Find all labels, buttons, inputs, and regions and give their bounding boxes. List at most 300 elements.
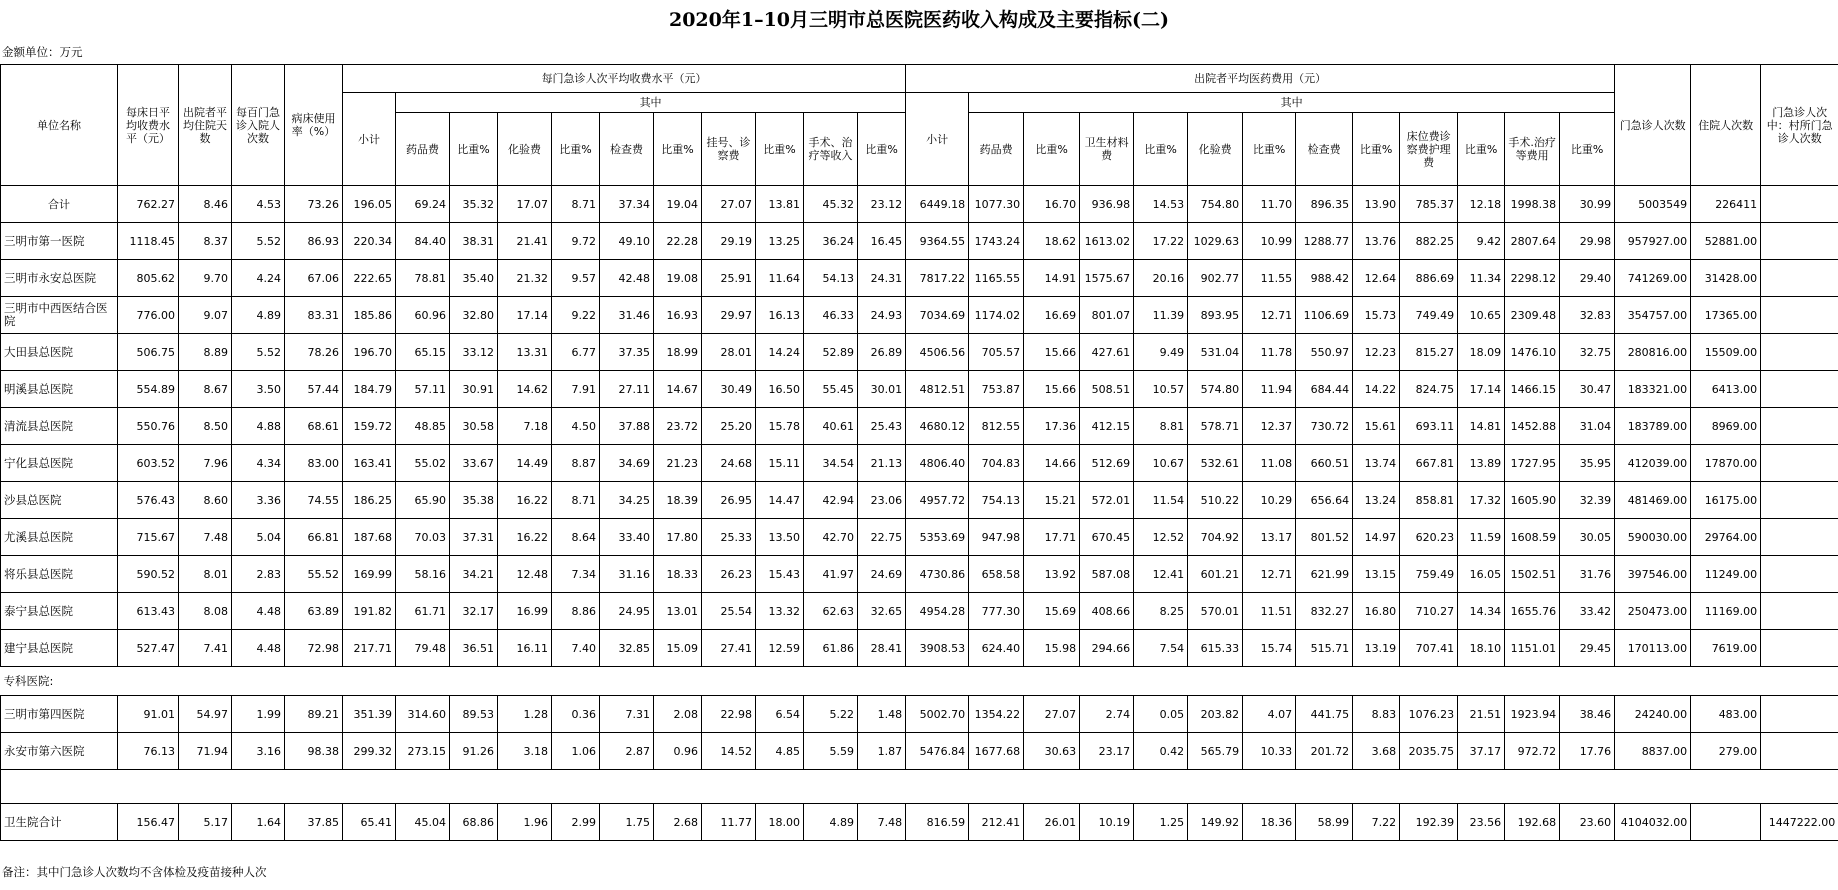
table-cell: 2035.75 <box>1400 733 1458 770</box>
table-cell: 38.31 <box>450 223 498 260</box>
table-cell: 730.72 <box>1296 408 1353 445</box>
table-cell: 1466.15 <box>1505 371 1560 408</box>
table-cell <box>1761 408 1838 445</box>
table-cell: 15.43 <box>756 556 804 593</box>
table-cell: 58.16 <box>396 556 450 593</box>
table-cell: 4.89 <box>804 804 858 841</box>
table-cell: 40.61 <box>804 408 858 445</box>
table-cell: 603.52 <box>118 445 179 482</box>
table-cell: 354757.00 <box>1615 297 1691 334</box>
table-cell: 89.53 <box>450 696 498 733</box>
table-cell: 2.08 <box>654 696 702 733</box>
table-cell: 26.89 <box>858 334 906 371</box>
table-cell: 7.40 <box>552 630 600 667</box>
table-cell: 7.18 <box>498 408 552 445</box>
table-cell: 16.22 <box>498 482 552 519</box>
table-cell: 6449.18 <box>906 186 969 223</box>
hdr-ip-exam: 检查费 <box>1296 113 1353 186</box>
table-cell: 32.85 <box>600 630 654 667</box>
table-cell: 805.62 <box>118 260 179 297</box>
table-cell: 6.77 <box>552 334 600 371</box>
table-cell: 11.64 <box>756 260 804 297</box>
table-cell: 10.99 <box>1243 223 1296 260</box>
table-cell: 9364.55 <box>906 223 969 260</box>
table-cell: 0.96 <box>654 733 702 770</box>
table-cell: 17.36 <box>1024 408 1080 445</box>
table-cell: 14.91 <box>1024 260 1080 297</box>
table-row <box>1 408 1838 445</box>
table-cell: 84.40 <box>396 223 450 260</box>
table-cell: 16175.00 <box>1691 482 1761 519</box>
hdr-ratio: 比重% <box>654 113 702 186</box>
table-cell: 8.50 <box>179 408 232 445</box>
table-cell: 754.13 <box>969 482 1024 519</box>
table-cell: 762.27 <box>118 186 179 223</box>
table-cell: 13.31 <box>498 334 552 371</box>
unit-name-cell: 泰宁县总医院 <box>1 593 118 630</box>
table-cell: 4680.12 <box>906 408 969 445</box>
unit-name-cell: 清流县总医院 <box>1 408 118 445</box>
table-cell: 896.35 <box>1296 186 1353 223</box>
table-cell: 4.53 <box>232 186 285 223</box>
hdr-ratio: 比重% <box>1560 113 1615 186</box>
table-cell: 4.24 <box>232 260 285 297</box>
table-cell <box>1761 519 1838 556</box>
table-cell <box>1761 733 1838 770</box>
table-cell: 19.04 <box>654 186 702 223</box>
table-cell: 48.85 <box>396 408 450 445</box>
table-cell: 13.90 <box>1353 186 1400 223</box>
table-cell: 31.16 <box>600 556 654 593</box>
table-cell: 1165.55 <box>969 260 1024 297</box>
table-cell: 4.50 <box>552 408 600 445</box>
table-cell: 24.95 <box>600 593 654 630</box>
table-cell: 3.50 <box>232 371 285 408</box>
table-cell: 16.13 <box>756 297 804 334</box>
table-cell: 10.65 <box>1458 297 1505 334</box>
table-cell: 832.27 <box>1296 593 1353 630</box>
table-cell: 21.51 <box>1458 696 1505 733</box>
hdr-ratio: 比重% <box>1243 113 1296 186</box>
table-cell: 1608.59 <box>1505 519 1560 556</box>
table-cell: 11.55 <box>1243 260 1296 297</box>
table-cell: 1452.88 <box>1505 408 1560 445</box>
table-cell: 1.28 <box>498 696 552 733</box>
table-cell: 12.64 <box>1353 260 1400 297</box>
unit-label: 金额单位：万元 <box>2 45 83 59</box>
table-cell: 66.81 <box>285 519 343 556</box>
table-row <box>1 556 1838 593</box>
table-cell: 294.66 <box>1080 630 1134 667</box>
table-cell: 4.48 <box>232 630 285 667</box>
table-cell: 24.93 <box>858 297 906 334</box>
table-cell: 2.99 <box>552 804 600 841</box>
table-cell: 660.51 <box>1296 445 1353 482</box>
table-cell: 68.61 <box>285 408 343 445</box>
table-cell: 408.66 <box>1080 593 1134 630</box>
table-cell: 23.72 <box>654 408 702 445</box>
table-cell: 684.44 <box>1296 371 1353 408</box>
table-cell: 60.96 <box>396 297 450 334</box>
table-cell: 972.72 <box>1505 733 1560 770</box>
table-cell: 11249.00 <box>1691 556 1761 593</box>
table-cell: 613.43 <box>118 593 179 630</box>
table-cell: 816.59 <box>906 804 969 841</box>
table-cell <box>1761 696 1838 733</box>
table-cell: 14.67 <box>654 371 702 408</box>
table-cell: 29764.00 <box>1691 519 1761 556</box>
table-cell: 8.46 <box>179 186 232 223</box>
table-cell: 1575.67 <box>1080 260 1134 297</box>
table-cell: 13.17 <box>1243 519 1296 556</box>
spacer-row <box>1 770 1838 804</box>
table-cell: 72.98 <box>285 630 343 667</box>
table-cell: 74.55 <box>285 482 343 519</box>
table-cell: 7.48 <box>858 804 906 841</box>
hdr-ratio: 比重% <box>1458 113 1505 186</box>
unit-name-cell: 尤溪县总医院 <box>1 519 118 556</box>
table-cell: 5476.84 <box>906 733 969 770</box>
table-cell: 5003549 <box>1615 186 1691 223</box>
table-cell: 10.67 <box>1134 445 1188 482</box>
table-cell: 7034.69 <box>906 297 969 334</box>
table-cell: 893.95 <box>1188 297 1243 334</box>
table-cell: 656.64 <box>1296 482 1353 519</box>
indicator-table <box>0 64 1838 841</box>
table-cell: 9.72 <box>552 223 600 260</box>
table-cell: 9.07 <box>179 297 232 334</box>
table-cell: 31.76 <box>1560 556 1615 593</box>
table-cell: 32.75 <box>1560 334 1615 371</box>
table-cell: 29.98 <box>1560 223 1615 260</box>
table-cell: 824.75 <box>1400 371 1458 408</box>
table-cell: 24.68 <box>702 445 756 482</box>
table-cell: 1613.02 <box>1080 223 1134 260</box>
table-cell: 17.07 <box>498 186 552 223</box>
table-cell: 49.10 <box>600 223 654 260</box>
table-cell: 156.47 <box>118 804 179 841</box>
table-cell <box>1761 482 1838 519</box>
table-cell: 314.60 <box>396 696 450 733</box>
table-cell: 4.89 <box>232 297 285 334</box>
table-cell: 4104032.00 <box>1615 804 1691 841</box>
table-cell <box>1761 445 1838 482</box>
table-cell: 68.86 <box>450 804 498 841</box>
table-cell: 693.11 <box>1400 408 1458 445</box>
table-cell: 280816.00 <box>1615 334 1691 371</box>
table-cell: 17.14 <box>498 297 552 334</box>
table-cell: 615.33 <box>1188 630 1243 667</box>
table-cell: 13.92 <box>1024 556 1080 593</box>
table-cell: 8.37 <box>179 223 232 260</box>
table-cell: 8.08 <box>179 593 232 630</box>
table-cell: 31.46 <box>600 297 654 334</box>
table-cell: 8.01 <box>179 556 232 593</box>
table-cell: 30.49 <box>702 371 756 408</box>
table-cell: 98.38 <box>285 733 343 770</box>
table-cell <box>1761 593 1838 630</box>
table-cell: 1655.76 <box>1505 593 1560 630</box>
table-cell: 12.71 <box>1243 556 1296 593</box>
table-cell: 169.99 <box>343 556 396 593</box>
table-cell: 54.97 <box>179 696 232 733</box>
hdr-ip-drug: 药品费 <box>969 113 1024 186</box>
table-cell: 512.69 <box>1080 445 1134 482</box>
table-cell: 25.33 <box>702 519 756 556</box>
hdr-op-lab: 化验费 <box>498 113 552 186</box>
hdr-op-surg: 手术、治疗等收入 <box>804 113 858 186</box>
table-cell <box>1761 297 1838 334</box>
table-cell: 65.90 <box>396 482 450 519</box>
table-cell: 587.08 <box>1080 556 1134 593</box>
table-cell: 25.43 <box>858 408 906 445</box>
table-cell: 565.79 <box>1188 733 1243 770</box>
table-cell: 35.32 <box>450 186 498 223</box>
unit-name-cell: 合计 <box>1 186 118 223</box>
table-cell: 5.17 <box>179 804 232 841</box>
table-cell: 86.93 <box>285 223 343 260</box>
table-cell: 83.00 <box>285 445 343 482</box>
table-cell: 16.99 <box>498 593 552 630</box>
table-cell: 754.80 <box>1188 186 1243 223</box>
table-cell: 37.35 <box>600 334 654 371</box>
table-cell: 55.52 <box>285 556 343 593</box>
table-cell: 27.41 <box>702 630 756 667</box>
table-cell: 1727.95 <box>1505 445 1560 482</box>
table-cell: 11.78 <box>1243 334 1296 371</box>
table-cell: 11.39 <box>1134 297 1188 334</box>
table-cell: 28.41 <box>858 630 906 667</box>
table-cell: 65.15 <box>396 334 450 371</box>
table-cell: 8.25 <box>1134 593 1188 630</box>
table-cell: 7619.00 <box>1691 630 1761 667</box>
table-cell: 16.45 <box>858 223 906 260</box>
table-cell: 91.26 <box>450 733 498 770</box>
hdr-ratio: 比重% <box>450 113 498 186</box>
unit-name-cell: 宁化县总医院 <box>1 445 118 482</box>
hdr-op-visits: 门急诊人次数 <box>1615 65 1691 186</box>
hdr-ip-group: 出院者平均医药费用（元） <box>906 65 1615 93</box>
table-cell: 11.59 <box>1458 519 1505 556</box>
table-cell: 886.69 <box>1400 260 1458 297</box>
table-cell: 2298.12 <box>1505 260 1560 297</box>
table-row <box>1 733 1838 770</box>
table-cell: 4.85 <box>756 733 804 770</box>
table-row <box>1 334 1838 371</box>
table-cell: 55.45 <box>804 371 858 408</box>
table-cell <box>1761 556 1838 593</box>
hdr-bed-daily: 每床日平均收费水平（元） <box>118 65 179 186</box>
table-cell: 8.64 <box>552 519 600 556</box>
table-cell: 705.57 <box>969 334 1024 371</box>
section-header-row <box>1 667 1838 696</box>
table-cell: 8.60 <box>179 482 232 519</box>
table-cell: 5002.70 <box>906 696 969 733</box>
table-cell: 18.33 <box>654 556 702 593</box>
table-cell: 13.24 <box>1353 482 1400 519</box>
table-cell: 33.12 <box>450 334 498 371</box>
table-cell: 2.68 <box>654 804 702 841</box>
table-cell: 1151.01 <box>1505 630 1560 667</box>
table-cell: 36.51 <box>450 630 498 667</box>
table-cell: 590.52 <box>118 556 179 593</box>
table-cell: 3.18 <box>498 733 552 770</box>
table-cell: 83.31 <box>285 297 343 334</box>
table-cell: 25.20 <box>702 408 756 445</box>
table-cell: 620.23 <box>1400 519 1458 556</box>
table-cell: 70.03 <box>396 519 450 556</box>
table-cell: 858.81 <box>1400 482 1458 519</box>
table-cell: 5.04 <box>232 519 285 556</box>
table-cell: 7.91 <box>552 371 600 408</box>
unit-name-cell: 将乐县总医院 <box>1 556 118 593</box>
table-cell: 749.49 <box>1400 297 1458 334</box>
table-cell: 12.41 <box>1134 556 1188 593</box>
table-cell: 1923.94 <box>1505 696 1560 733</box>
hdr-op-qizhong: 其中 <box>396 93 906 113</box>
table-cell: 42.48 <box>600 260 654 297</box>
table-cell: 62.63 <box>804 593 858 630</box>
table-cell: 515.71 <box>1296 630 1353 667</box>
table-cell: 508.51 <box>1080 371 1134 408</box>
table-cell: 26.01 <box>1024 804 1080 841</box>
table-cell: 27.07 <box>702 186 756 223</box>
table-cell: 8.89 <box>179 334 232 371</box>
table-cell: 5353.69 <box>906 519 969 556</box>
table-cell: 45.04 <box>396 804 450 841</box>
table-cell: 4812.51 <box>906 371 969 408</box>
table-cell: 1447222.00 <box>1761 804 1838 841</box>
table-cell: 483.00 <box>1691 696 1761 733</box>
table-cell: 0.42 <box>1134 733 1188 770</box>
unit-name-cell: 建宁县总医院 <box>1 630 118 667</box>
table-cell: 1998.38 <box>1505 186 1560 223</box>
spacer-cell <box>1 770 1838 804</box>
table-cell: 35.40 <box>450 260 498 297</box>
table-cell: 554.89 <box>118 371 179 408</box>
table-cell: 186.25 <box>343 482 396 519</box>
table-cell: 33.40 <box>600 519 654 556</box>
table-cell: 16.11 <box>498 630 552 667</box>
hdr-bed-rate: 病床使用率（%） <box>285 65 343 186</box>
table-row <box>1 371 1838 408</box>
table-cell: 17.80 <box>654 519 702 556</box>
table-cell: 8.71 <box>552 186 600 223</box>
table-cell: 52.89 <box>804 334 858 371</box>
table-cell: 4806.40 <box>906 445 969 482</box>
hdr-ip-lab: 化验费 <box>1188 113 1243 186</box>
table-cell: 29.97 <box>702 297 756 334</box>
table-cell: 15.66 <box>1024 334 1080 371</box>
table-cell <box>1761 223 1838 260</box>
table-cell: 13.32 <box>756 593 804 630</box>
table-cell: 32.65 <box>858 593 906 630</box>
table-cell: 18.00 <box>756 804 804 841</box>
table-cell: 532.61 <box>1188 445 1243 482</box>
table-cell: 8.71 <box>552 482 600 519</box>
table-cell: 14.49 <box>498 445 552 482</box>
table-cell: 4.34 <box>232 445 285 482</box>
table-cell: 2309.48 <box>1505 297 1560 334</box>
table-cell: 710.27 <box>1400 593 1458 630</box>
table-cell: 801.07 <box>1080 297 1134 334</box>
table-cell: 601.21 <box>1188 556 1243 593</box>
table-cell: 30.01 <box>858 371 906 408</box>
table-cell: 7.31 <box>600 696 654 733</box>
table-cell: 1743.24 <box>969 223 1024 260</box>
table-cell: 531.04 <box>1188 334 1243 371</box>
table-cell: 12.52 <box>1134 519 1188 556</box>
table-cell: 57.44 <box>285 371 343 408</box>
table-cell: 21.32 <box>498 260 552 297</box>
table-cell: 14.97 <box>1353 519 1400 556</box>
hdr-ratio: 比重% <box>756 113 804 186</box>
table-cell: 5.52 <box>232 223 285 260</box>
table-cell: 4954.28 <box>906 593 969 630</box>
table-cell: 14.81 <box>1458 408 1505 445</box>
table-cell: 6.54 <box>756 696 804 733</box>
table-cell: 26.23 <box>702 556 756 593</box>
table-cell: 441.75 <box>1296 696 1353 733</box>
hdr-op-subtotal: 小计 <box>343 93 396 186</box>
table-cell: 4.88 <box>232 408 285 445</box>
table-cell: 183789.00 <box>1615 408 1691 445</box>
table-cell: 12.59 <box>756 630 804 667</box>
table-cell: 14.53 <box>1134 186 1188 223</box>
hdr-op-group: 每门急诊人次平均收费水平（元） <box>343 65 906 93</box>
table-cell: 1476.10 <box>1505 334 1560 371</box>
hdr-ip-bed-fee: 床位费诊察费护理费 <box>1400 113 1458 186</box>
table-cell: 1.99 <box>232 696 285 733</box>
table-cell: 27.11 <box>600 371 654 408</box>
table-cell: 21.41 <box>498 223 552 260</box>
table-row <box>1 223 1838 260</box>
table-cell: 16.05 <box>1458 556 1505 593</box>
hdr-ratio: 比重% <box>1134 113 1188 186</box>
table-cell: 32.39 <box>1560 482 1615 519</box>
table-cell: 34.54 <box>804 445 858 482</box>
table-cell: 18.39 <box>654 482 702 519</box>
table-cell: 1288.77 <box>1296 223 1353 260</box>
unit-name-cell: 大田县总医院 <box>1 334 118 371</box>
table-cell: 21.23 <box>654 445 702 482</box>
table-cell: 34.69 <box>600 445 654 482</box>
table-cell: 0.05 <box>1134 696 1188 733</box>
unit-name-cell: 明溪县总医院 <box>1 371 118 408</box>
table-cell: 10.29 <box>1243 482 1296 519</box>
table-cell: 63.89 <box>285 593 343 630</box>
table-cell: 570.01 <box>1188 593 1243 630</box>
table-cell: 91.01 <box>118 696 179 733</box>
table-cell: 20.16 <box>1134 260 1188 297</box>
table-cell: 1.96 <box>498 804 552 841</box>
page-title: 2020年1–10月三明市总医院医药收入构成及主要指标(二) <box>668 9 1170 31</box>
table-cell: 574.80 <box>1188 371 1243 408</box>
table-cell: 15.09 <box>654 630 702 667</box>
table-cell: 4506.56 <box>906 334 969 371</box>
table-cell: 12.71 <box>1243 297 1296 334</box>
table-cell: 32.83 <box>1560 297 1615 334</box>
table-cell: 22.98 <box>702 696 756 733</box>
table-cell: 15.74 <box>1243 630 1296 667</box>
table-cell: 7.48 <box>179 519 232 556</box>
table-cell: 12.18 <box>1458 186 1505 223</box>
table-cell: 707.41 <box>1400 630 1458 667</box>
table-cell: 3.16 <box>232 733 285 770</box>
unit-name-cell: 三明市第四医院 <box>1 696 118 733</box>
table-cell: 506.75 <box>118 334 179 371</box>
table-cell: 183321.00 <box>1615 371 1691 408</box>
